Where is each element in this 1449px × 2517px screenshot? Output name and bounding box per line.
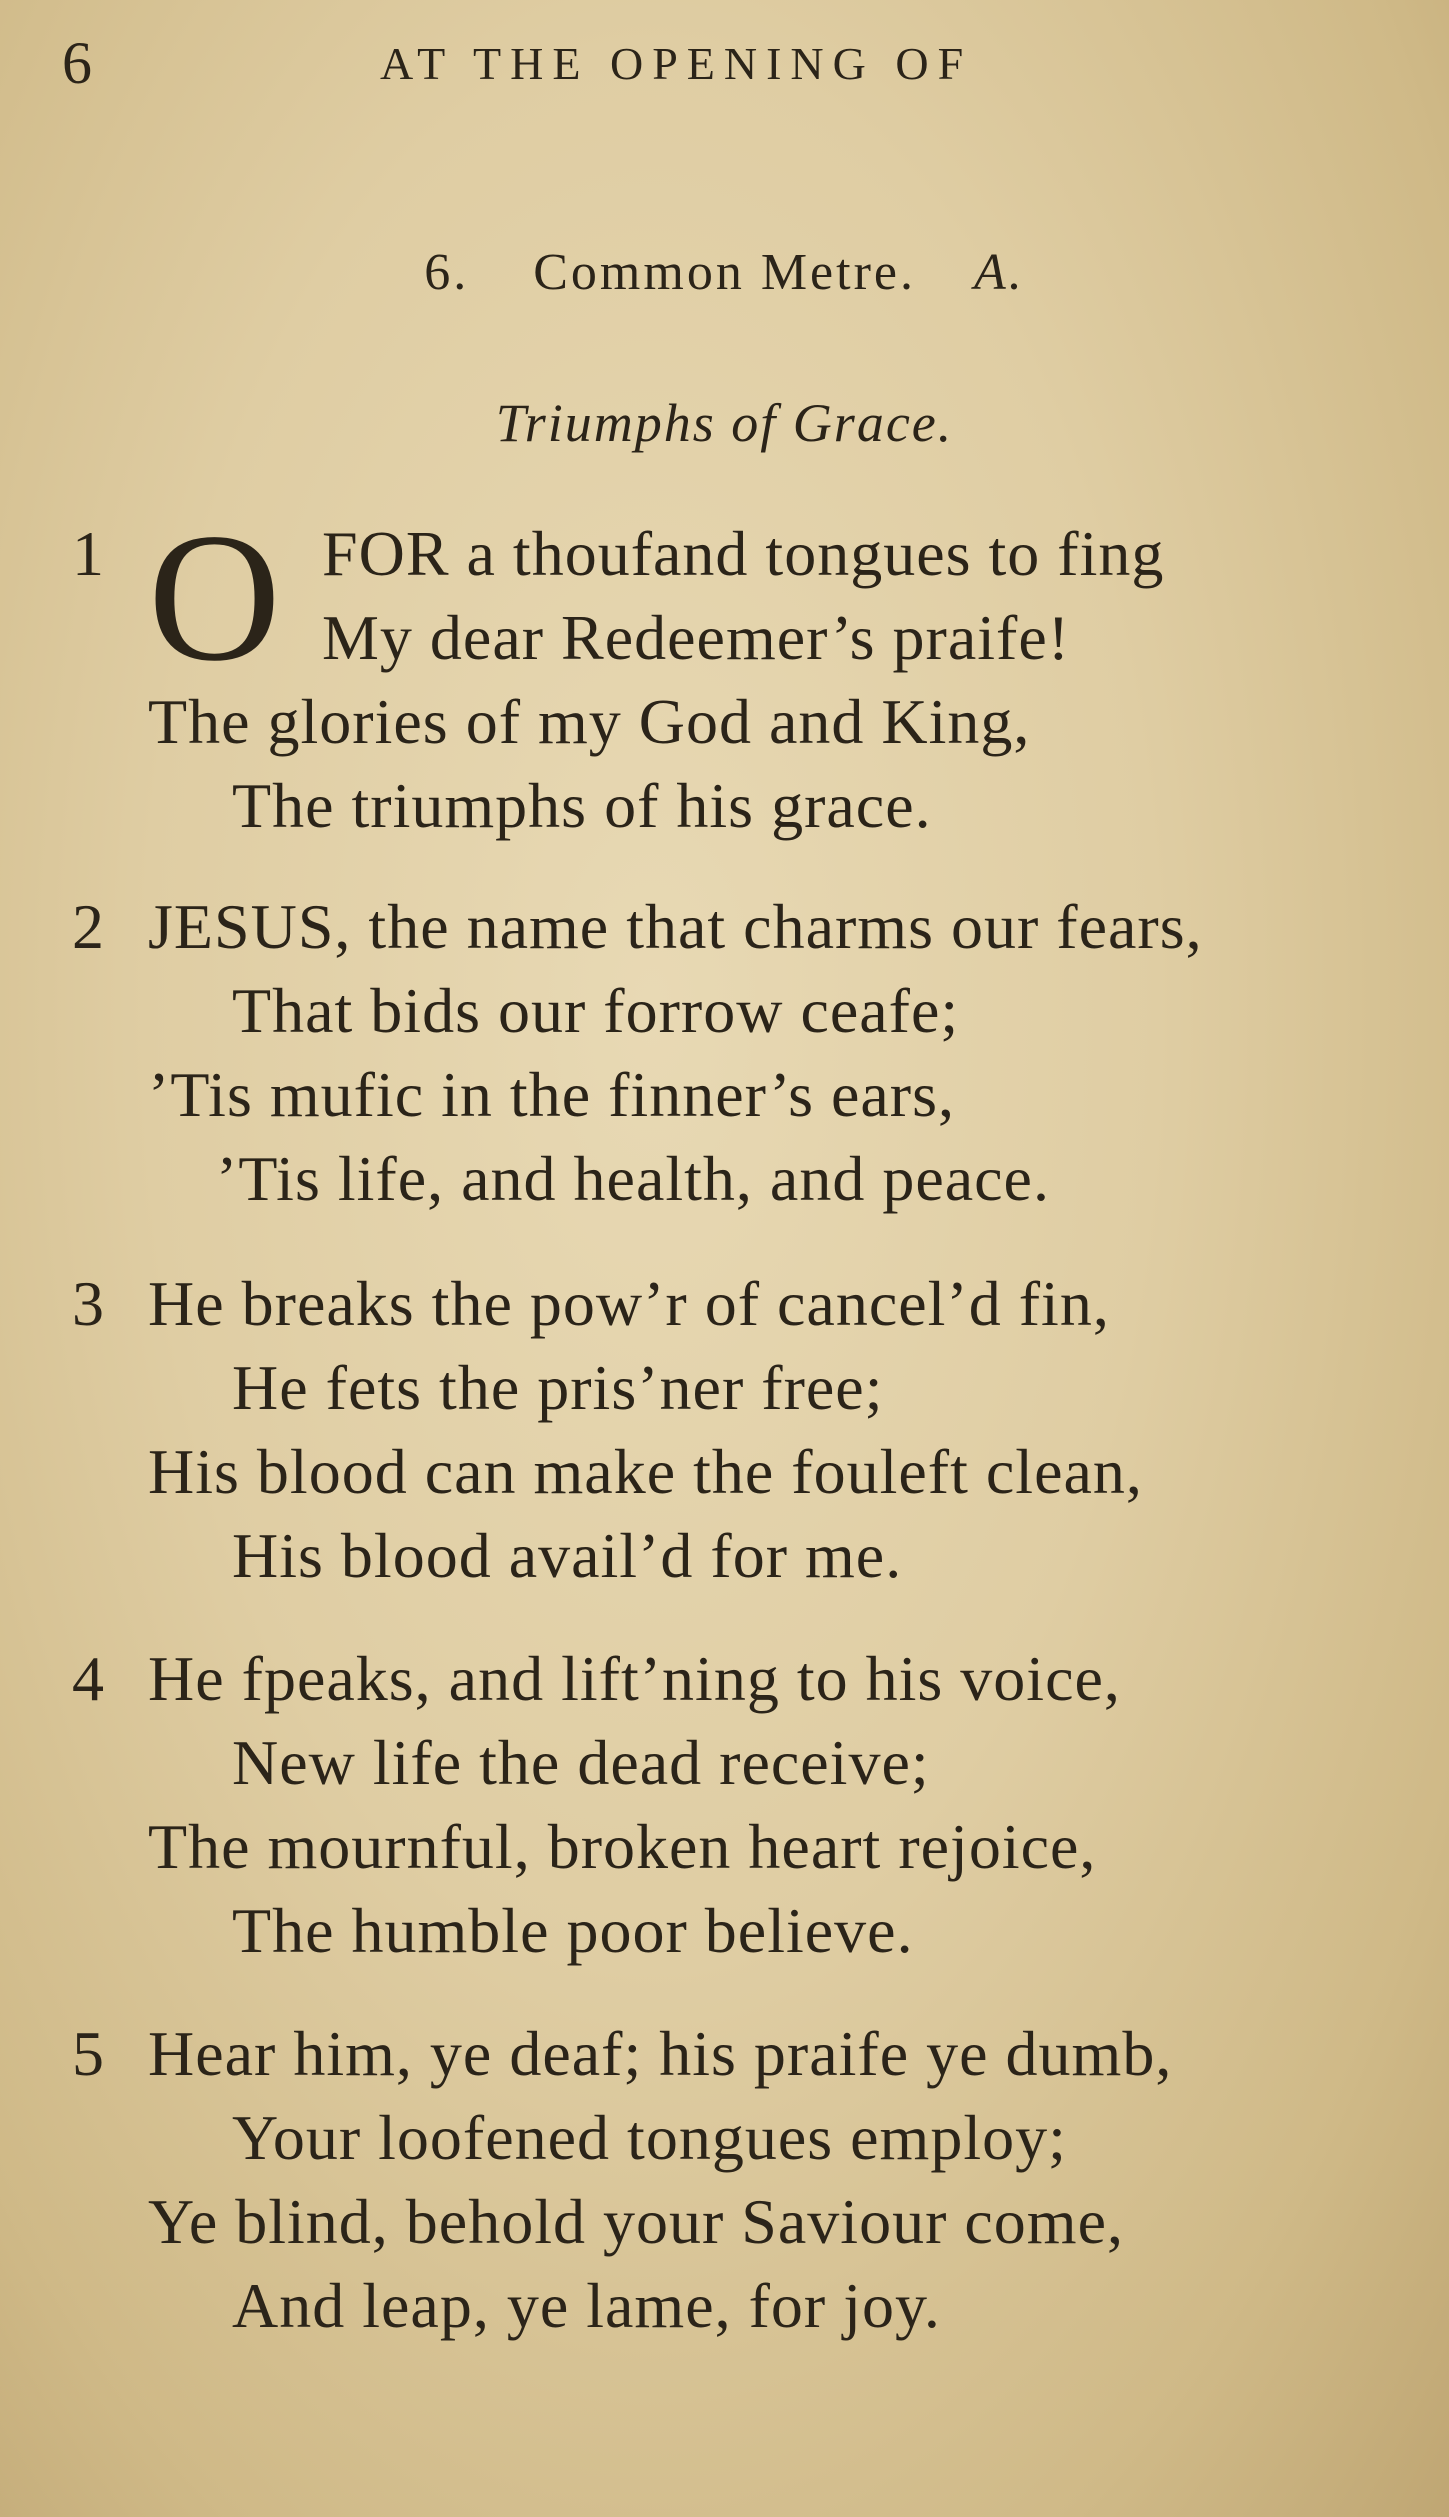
hymn-letter: A. bbox=[973, 244, 1025, 301]
verse-line: New life the dead receive; bbox=[232, 1727, 930, 1798]
verse-line: The mournful, broken heart rejoice, bbox=[148, 1811, 1097, 1882]
drop-cap: O bbox=[148, 495, 281, 699]
verse-line: The triumphs of his grace. bbox=[232, 770, 932, 841]
verse-number: 1 bbox=[72, 518, 104, 589]
verse-line: Hear him, ye deaf; his praife ye dumb, bbox=[148, 2018, 1173, 2089]
running-head bbox=[0, 28, 1449, 98]
verse-line: His blood can make the fouleft clean, bbox=[148, 1436, 1143, 1507]
verse-line: Ye blind, behold your Saviour come, bbox=[148, 2186, 1124, 2257]
verse-line: JESUS, the name that charms our fears, bbox=[148, 891, 1203, 962]
verse-line: ’Tis life, and health, and peace. bbox=[216, 1143, 1050, 1214]
verse-line: That bids our forrow ceafe; bbox=[232, 975, 960, 1046]
verse-number: 4 bbox=[72, 1643, 104, 1714]
running-title: AT THE OPENING OF bbox=[380, 38, 973, 89]
verse-number: 2 bbox=[72, 891, 104, 962]
hymn-number: 6. bbox=[424, 244, 470, 301]
hymn-metre: Common Metre. bbox=[533, 244, 916, 301]
hymn-subtitle: Triumphs of Grace. bbox=[495, 393, 954, 453]
verse-number: 5 bbox=[72, 2018, 104, 2089]
verse-line: My dear Redeemer’s praife! bbox=[322, 602, 1071, 673]
verse-line: FOR a thoufand tongues to fing bbox=[322, 518, 1165, 589]
verse-line: Your loofened tongues employ; bbox=[232, 2102, 1067, 2173]
verse-line: The glories of my God and King, bbox=[148, 686, 1031, 757]
page-number: 6 bbox=[62, 30, 92, 96]
verse-line: He fpeaks, and lift’ning to his voice, bbox=[148, 1643, 1121, 1714]
verse-line: He breaks the pow’r of cancel’d fin, bbox=[148, 1268, 1110, 1339]
verse-line: The humble poor believe. bbox=[232, 1895, 914, 1966]
hymn-heading bbox=[0, 238, 1449, 308]
verse-line: ’Tis mufic in the finner’s ears, bbox=[148, 1059, 955, 1130]
verse-line: His blood avail’d for me. bbox=[232, 1520, 903, 1591]
verse-line: And leap, ye lame, for joy. bbox=[232, 2270, 941, 2341]
verse-line: He fets the pris’ner free; bbox=[232, 1352, 884, 1423]
verse-number: 3 bbox=[72, 1268, 104, 1339]
